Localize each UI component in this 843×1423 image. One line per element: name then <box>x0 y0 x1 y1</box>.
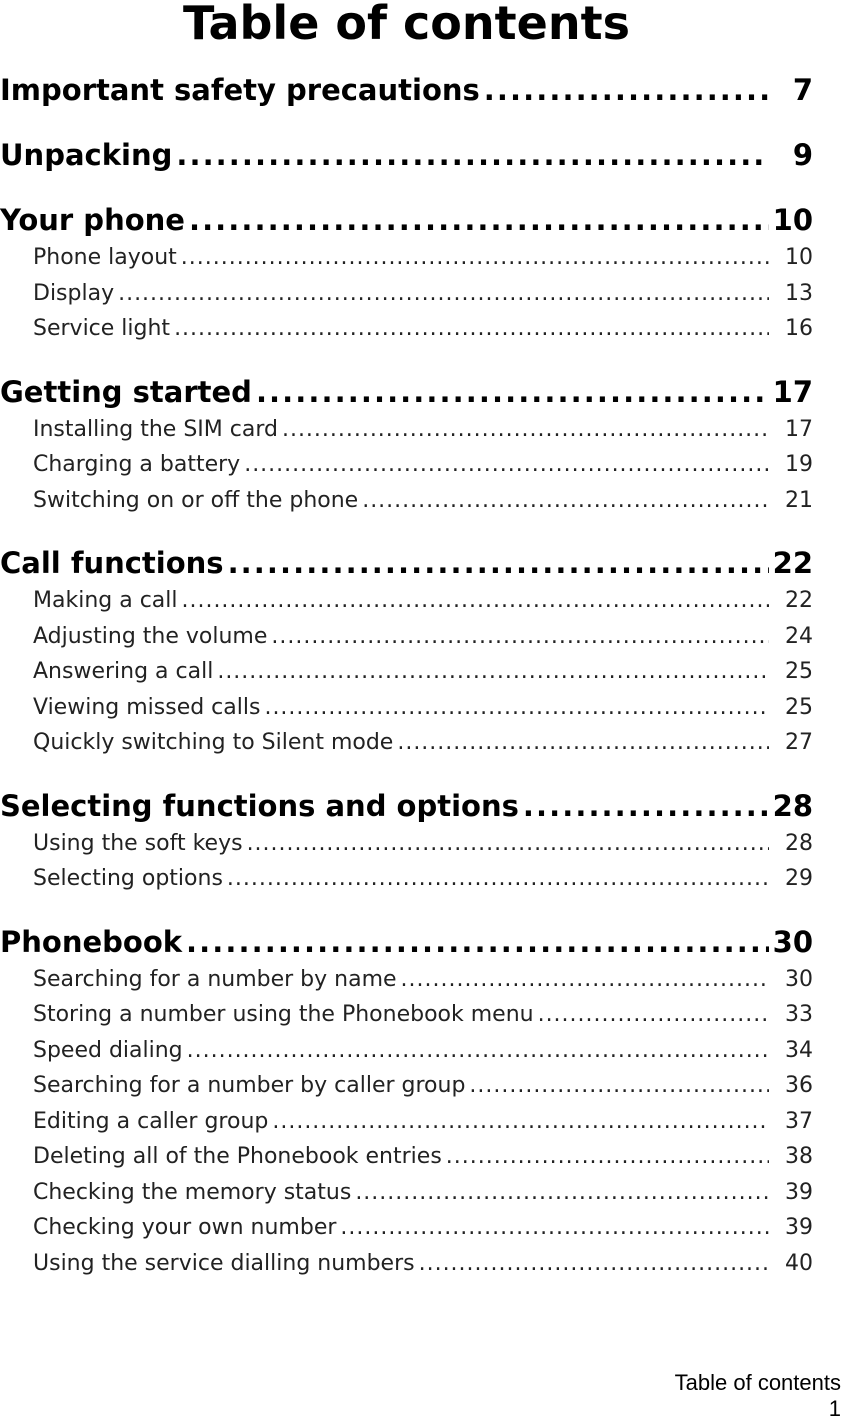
subentry-page-number: 27 <box>785 730 813 755</box>
subentry-title: Deleting all of the Phonebook entries <box>33 1144 442 1169</box>
dot-leader <box>419 1246 769 1282</box>
dot-leader <box>264 690 769 726</box>
subentry-page-number: 40 <box>785 1250 813 1276</box>
dot-leader <box>282 412 769 448</box>
dot-leader <box>523 786 769 826</box>
toc-chapter-entry[interactable] <box>0 543 813 583</box>
toc-subentry[interactable] <box>0 1033 813 1069</box>
subentry-title: Selecting options <box>33 866 223 891</box>
dot-leader <box>247 826 769 862</box>
toc-section <box>0 543 813 761</box>
toc-section <box>0 70 813 110</box>
dot-leader <box>182 583 770 619</box>
subentry-page-number: 33 <box>785 1002 813 1027</box>
dot-leader <box>484 70 769 110</box>
subentry-title: Display <box>33 280 115 306</box>
subentry-title: Installing the SIM card <box>33 416 278 442</box>
subentry-page-number: 36 <box>785 1073 813 1098</box>
dot-leader <box>340 1210 769 1246</box>
toc-chapter-entry[interactable] <box>0 200 813 240</box>
subentry-title: Making a call <box>33 588 178 613</box>
toc-subentry[interactable] <box>0 1104 813 1140</box>
footer-page-number: 1 <box>828 1396 841 1421</box>
subentry-page-number: 39 <box>785 1179 813 1205</box>
dot-leader <box>469 1068 769 1104</box>
toc-chapter-entry[interactable] <box>0 786 813 826</box>
subentry-page-number: 21 <box>785 487 813 513</box>
toc-subentry[interactable] <box>0 276 813 312</box>
subentry-title: Quickly switching to Silent mode <box>33 730 394 755</box>
toc-subentry[interactable] <box>0 583 813 619</box>
toc-subentry[interactable] <box>0 483 813 519</box>
subentry-page-number: 25 <box>785 694 813 720</box>
toc-subentry[interactable] <box>0 240 813 276</box>
subentry-title: Answering a call <box>33 659 214 684</box>
subentry-page-number: 25 <box>785 659 813 684</box>
chapter-page-number: 30 <box>772 924 813 959</box>
toc-subentry[interactable] <box>0 1210 813 1246</box>
dot-leader <box>217 654 769 690</box>
chapter-title: Selecting functions and options <box>0 788 519 823</box>
subentry-page-number: 30 <box>785 966 813 992</box>
chapter-page-number: 28 <box>772 788 813 823</box>
page-title: Table of contents <box>183 0 630 50</box>
chapter-title: Important safety precautions <box>0 73 480 107</box>
chapter-title: Unpacking <box>0 138 173 172</box>
dot-leader <box>256 372 769 412</box>
subentry-title: Switching on or off the phone <box>33 487 359 513</box>
dot-leader <box>118 276 769 312</box>
subentry-title: Phone layout <box>33 245 177 270</box>
toc-chapter-entry[interactable] <box>0 922 813 962</box>
subentry-page-number: 16 <box>785 316 813 341</box>
toc-subentry[interactable] <box>0 1175 813 1211</box>
dot-leader <box>538 997 769 1033</box>
toc-section <box>0 922 813 1282</box>
dot-leader <box>272 1104 769 1140</box>
subentry-page-number: 22 <box>785 588 813 613</box>
chapter-page-number: 22 <box>772 546 813 580</box>
subentry-page-number: 10 <box>785 245 813 270</box>
dot-leader <box>362 483 769 519</box>
toc-subentry[interactable] <box>0 619 813 655</box>
subentry-page-number: 29 <box>785 866 813 891</box>
subentry-page-number: 19 <box>785 452 813 477</box>
subentry-title: Viewing missed calls <box>33 694 261 720</box>
dot-leader <box>228 543 769 583</box>
subentry-title: Storing a number using the Phonebook menu <box>33 1002 534 1027</box>
dot-leader <box>181 240 769 276</box>
subentry-page-number: 34 <box>785 1037 813 1063</box>
chapter-page-number: 17 <box>772 374 813 409</box>
toc-chapter-entry[interactable] <box>0 70 813 110</box>
dot-leader <box>187 1033 769 1069</box>
subentry-title: Using the service dialling numbers <box>33 1250 415 1276</box>
subentry-page-number: 24 <box>785 623 813 649</box>
subentry-title: Checking your own number <box>33 1215 337 1240</box>
subentry-page-number: 39 <box>785 1215 813 1240</box>
chapter-page-number: 7 <box>792 73 813 107</box>
subentry-title: Searching for a number by caller group <box>33 1073 466 1098</box>
chapter-page-number: 10 <box>772 203 813 237</box>
dot-leader <box>189 200 769 240</box>
toc-subentry[interactable] <box>0 997 813 1033</box>
subentry-title: Editing a caller group <box>33 1108 269 1134</box>
subentry-title: Searching for a number by name <box>33 966 397 992</box>
chapter-title: Getting started <box>0 374 252 409</box>
subentry-page-number: 13 <box>785 280 813 306</box>
toc-subentry[interactable] <box>0 447 813 483</box>
subentry-title: Checking the memory status <box>33 1179 352 1205</box>
dot-leader <box>355 1175 769 1211</box>
dot-leader <box>401 962 769 998</box>
toc-section <box>0 200 813 347</box>
subentry-title: Using the soft keys <box>33 830 243 856</box>
toc-subentry[interactable] <box>0 1068 813 1104</box>
toc-subentry[interactable] <box>0 654 813 690</box>
toc-subentry[interactable] <box>0 725 813 761</box>
subentry-page-number: 28 <box>785 830 813 856</box>
dot-leader <box>244 447 769 483</box>
toc-chapter-entry[interactable] <box>0 135 813 175</box>
toc-subentry[interactable] <box>0 412 813 448</box>
dot-leader <box>176 135 769 175</box>
chapter-title: Call functions <box>0 546 224 580</box>
subentry-page-number: 37 <box>785 1108 813 1134</box>
toc-subentry[interactable] <box>0 962 813 998</box>
toc-chapter-entry[interactable] <box>0 372 813 412</box>
toc-list <box>0 70 813 1281</box>
toc-subentry[interactable] <box>0 826 813 862</box>
dot-leader <box>271 619 769 655</box>
chapter-page-number: 9 <box>792 138 813 172</box>
subentry-title: Charging a battery <box>33 452 241 477</box>
dot-leader <box>446 1139 769 1175</box>
chapter-title: Your phone <box>0 203 185 237</box>
dot-leader <box>227 861 769 897</box>
subentry-title: Service light <box>33 316 171 341</box>
subentry-page-number: 17 <box>785 416 813 442</box>
toc-section <box>0 372 813 519</box>
toc-subentry[interactable] <box>0 861 813 897</box>
toc-subentry[interactable] <box>0 1139 813 1175</box>
dot-leader <box>397 725 769 761</box>
dot-leader <box>174 311 769 347</box>
toc-section <box>0 786 813 897</box>
subentry-title: Adjusting the volume <box>33 623 268 649</box>
subentry-page-number: 38 <box>785 1144 813 1169</box>
toc-subentry[interactable] <box>0 1246 813 1282</box>
dot-leader <box>186 922 769 962</box>
toc-section <box>0 135 813 175</box>
toc-subentry[interactable] <box>0 690 813 726</box>
chapter-title: Phonebook <box>0 924 183 959</box>
subentry-title: Speed dialing <box>33 1037 183 1063</box>
toc-subentry[interactable] <box>0 311 813 347</box>
page-footer <box>675 1370 841 1422</box>
footer-label: Table of contents <box>674 1370 841 1395</box>
